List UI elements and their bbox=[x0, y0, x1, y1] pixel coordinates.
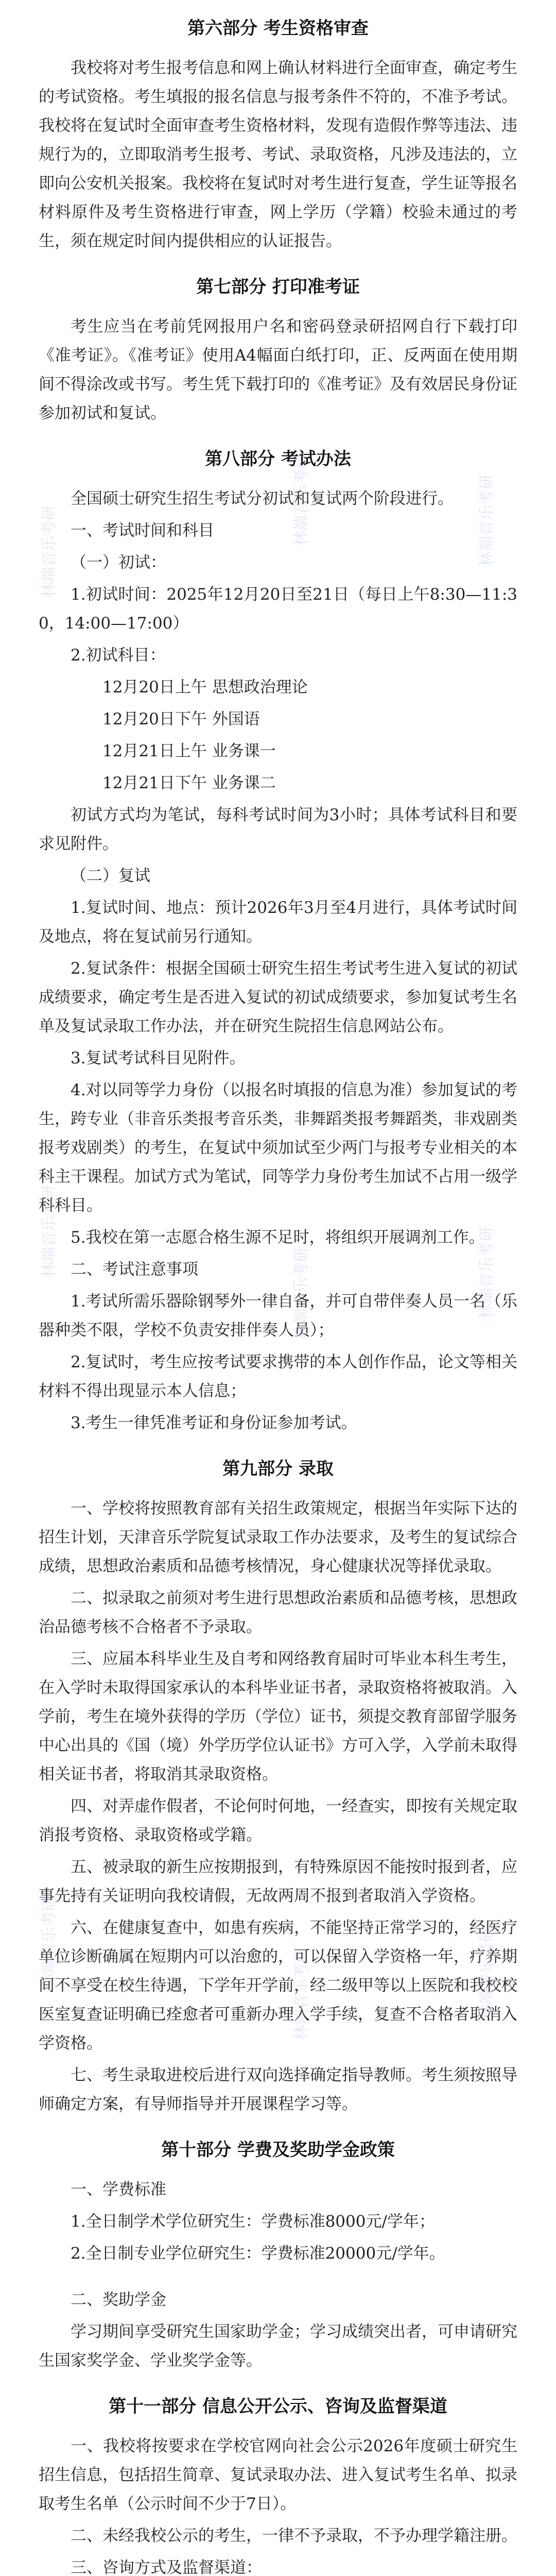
section-8-heading-1: 一、考试时间和科目 bbox=[71, 521, 214, 540]
tuition-item-2: 2.全日制专业学位研究生：学费标准20000元/学年。 bbox=[71, 2244, 445, 2263]
watermark-text: 林端音乐考研 bbox=[478, 1226, 496, 1319]
watermark-text: 林端音乐考研 bbox=[478, 474, 496, 567]
notice-item-2: 2.复试时，考生应按考试要求携带的本人创作作品，论文等相关材料不得出现显示本人信息； bbox=[39, 1353, 517, 1400]
section-8-heading-1a: （一）初试： bbox=[71, 553, 166, 572]
notice-item-1: 1.考试所需乐器除钢琴外一律自备，并可自带伴奏人员一名（乐器种类不限，学校不负责安排伴奏人员）； bbox=[39, 1292, 517, 1340]
section-8-heading-1b: （二）复试 bbox=[71, 867, 150, 885]
admission-item-4: 四、对弄虚作假者，不论何时何地，一经查实，即按有关规定取消报考资格、录取资格或学籍。 bbox=[39, 1797, 517, 1844]
watermark-text: 林端音乐考研 bbox=[40, 1185, 58, 1278]
scholarship-paragraph: 学习期间享受研究生国家助学金；学习成绩突出者，可申请研究生国家奖学金、学业奖学金等。 bbox=[39, 2323, 517, 2370]
section-8-initial-subjects-label: 2.初试科目： bbox=[71, 646, 166, 665]
section-8-initial-time: 1.初试时间：2025年12月20日至21日（每日上午8:30—11:30，14:00—17:00） bbox=[39, 585, 517, 633]
subject-item: 12月21日下午 业务课二 bbox=[102, 774, 276, 792]
section-8-intro: 全国硕士研究生招生考试分初试和复试两个阶段进行。 bbox=[71, 489, 454, 508]
section-7-paragraph: 考生应当在考前凭网报用户名和密码登录研招网自行下载打印《准考证》。《准考证》使用A4幅面白纸打印，正、反两面在使用期间不得涂改或书写。考生凭下载打印的《准考证》及有效居民身份证参加初试和复试。 bbox=[39, 317, 517, 422]
document-content bbox=[39, 0, 517, 2576]
admission-item-1: 一、学校将按照教育部有关招生政策规定，根据当年实际下达的招生计划，天津音乐学院复试录取工作办法要求，及考生的复试综合成绩，思想政治素质和品德考核情况，身心健康状况等择优录取。 bbox=[39, 1499, 517, 1575]
watermark-text: 林端音乐考研 bbox=[40, 505, 58, 598]
section-8-heading-2: 二、考试注意事项 bbox=[71, 1260, 198, 1279]
retest-item-4: 4.对以同等学力身份（以报名时填报的信息为准）参加复试的考生，跨专业（非音乐类报考音乐类，非舞蹈类报考舞蹈类，非戏剧类报考戏剧类）的考生，在复试中须加试至少两门与报考专业相关的本科主干课程。加试方式为笔试，同等学力身份考生加试不占用一级学科科目。 bbox=[39, 1081, 517, 1215]
retest-item-1: 1.复试时间、地点：预计2026年3月至4月进行，具体考试时间及地点，将在复试前另行通知。 bbox=[39, 899, 517, 946]
admission-item-5: 五、被录取的新生应按期报到，有特殊原因不能按时报到者，应事先持有关证明向我校请假，无故两周不报到者取消入学资格。 bbox=[39, 1858, 517, 1905]
section-6-title: 第六部分 考生资格审查 bbox=[187, 18, 369, 39]
retest-item-3: 3.复试考试科目见附件。 bbox=[71, 1049, 246, 1067]
admission-item-2: 二、拟录取之前须对考生进行思想政治素质和品德考核，思想政治品德考核不合格者不予录取。 bbox=[39, 1589, 517, 1636]
subject-item: 12月20日上午 思想政治理论 bbox=[102, 678, 308, 697]
admission-item-7: 七、考生录取进校后进行双向选择确定指导教师。考生须按照导师确定方案，有导师指导并开展课程学习等。 bbox=[39, 2066, 517, 2113]
admission-item-6: 六、在健康复查中，如患有疾病，不能坚持正常学习的，经医疗单位诊断确属在短期内可以治愈的，可以保留入学资格一年，疗养期间不享受在校生待遇，下学年开学前，经二级甲等以上医院和我校校医室复查证明确已痊愈者可重新办理入学手续，复查不合格者取消入学资格。 bbox=[39, 1919, 517, 2053]
section-10-title: 第十部分 学费及奖助学金政策 bbox=[161, 2140, 395, 2160]
retest-item-2: 2.复试条件：根据全国硕士研究生招生考试考生进入复试的初试成绩要求，确定考生是否进入复试的初试成绩要求，参加复试考生名单及复试录取工作办法，并在研究生院招生信息网站公布。 bbox=[39, 959, 517, 1036]
scholarship-heading: 二、奖助学金 bbox=[71, 2291, 166, 2309]
tuition-item-1: 1.全日制学术学位研究生：学费标准8000元/学年； bbox=[71, 2212, 435, 2231]
section-9-title: 第九部分 录取 bbox=[222, 1459, 334, 1479]
disclosure-item-2: 二、未经我校公示的考生，一律不予录取，不予办理学籍注册。 bbox=[71, 2527, 517, 2545]
subject-item: 12月20日下午 外国语 bbox=[102, 710, 260, 728]
watermark-text: 林端音乐考研 bbox=[292, 1947, 310, 2040]
retest-item-5: 5.我校在第一志愿合格生源不足时，将组织开展调剂工作。 bbox=[71, 1228, 485, 1247]
section-8-title: 第八部分 考试办法 bbox=[205, 449, 351, 469]
contact-heading: 三、咨询方式及监督渠道： bbox=[71, 2558, 262, 2576]
subject-item: 12月21日上午 业务课一 bbox=[102, 742, 276, 760]
section-11-title: 第十一部分 信息公开公示、咨询及监督渠道 bbox=[109, 2396, 447, 2417]
admission-item-3: 三、应届本科毕业生及自考和网络教育届时可毕业本科生考生，在入学时未取得国家承认的本科毕业证书者，录取资格将被取消。入学前，考生在境外获得的学历（学位）证书，须提交教育部留学服务中心出具的《国（境）外学历学位认证书》方可入学，入学前未取得相关证书者，将取消其录取资格。 bbox=[39, 1650, 517, 1784]
section-7-title: 第七部分 打印准考证 bbox=[196, 277, 360, 297]
section-6-paragraph: 我校将对考生报考信息和网上确认材料进行全面审查，确定考生的考试资格。考生填报的报名信息与报考条件不符的，不准予考试。我校将在复试时全面审查考生资格材料，发现有造假作弊等违法、违规行为的，立即取消考生报考、考试、录取资格，凡涉及违法的，立即向公安机关报案。我校将在复试时对考生进行复查，学生证等报名材料原件及考生资格进行审查，网上学历（学籍）校验未通过的考生，须在规定时间内提供相应的认证报告。 bbox=[39, 59, 517, 250]
notice-item-3: 3.考生一律凭准考证和身份证参加考试。 bbox=[71, 1414, 357, 1432]
watermark-text: 林端音乐考研 bbox=[292, 1247, 310, 1340]
tuition-heading: 一、学费标准 bbox=[71, 2180, 166, 2199]
section-8-initial-method: 初试方式均为笔试，每科考试时间为3小时；具体考试科目和要求见附件。 bbox=[39, 806, 517, 853]
watermark-text: 林端音乐考研 bbox=[478, 1927, 496, 2020]
watermark-text: 林端音乐考研 bbox=[40, 1896, 58, 1989]
watermark-text: 林端音乐考研 bbox=[292, 453, 310, 546]
disclosure-item-1: 一、我校将按要求在学校官网向社会公示2026年度硕士研究生招生信息，包括招生简章、复试录取办法、进入复试考生名单、拟录取考生名单（公示时间不少于7日）。 bbox=[39, 2437, 517, 2513]
